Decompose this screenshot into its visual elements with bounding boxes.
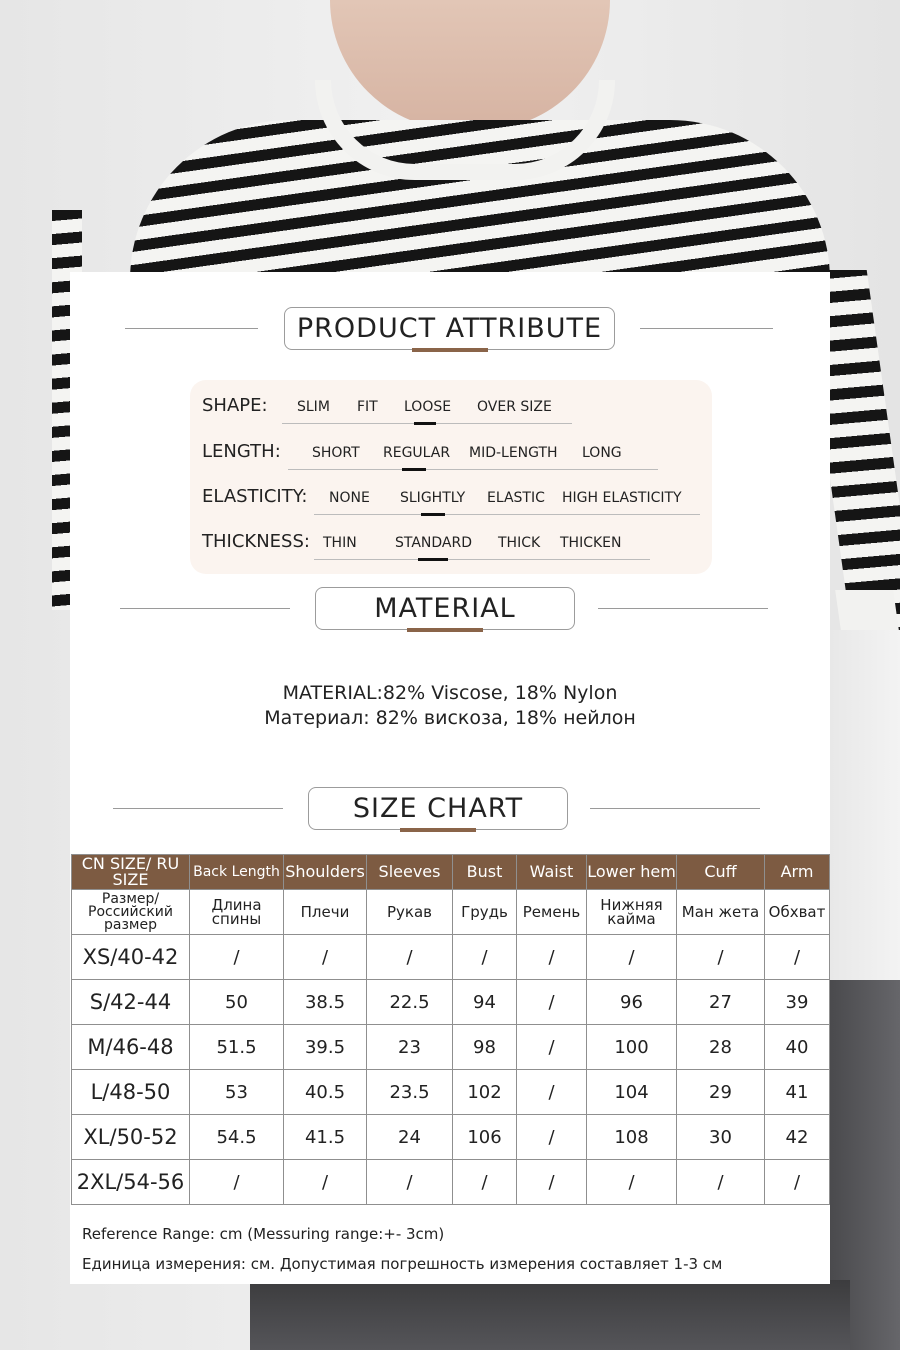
attr-label: SHAPE: — [202, 395, 268, 416]
value-cell: 41.5 — [284, 1115, 367, 1160]
attr-baseline — [314, 559, 650, 560]
attr-option: THICKEN — [560, 535, 622, 551]
value-cell: 41 — [765, 1070, 830, 1115]
table-row — [72, 1115, 830, 1160]
value-cell: 94 — [453, 980, 517, 1025]
size-cell: XS/40-42 — [72, 935, 190, 980]
value-cell: / — [587, 935, 677, 980]
value-cell: 98 — [453, 1025, 517, 1070]
selected-marker — [402, 468, 426, 471]
value-cell: / — [453, 935, 517, 980]
size-chart-table — [71, 854, 830, 1205]
value-cell: / — [765, 935, 830, 980]
note-ru: Единица измерения: см. Допустимая погрешность измерения составляет 1-3 см — [82, 1255, 723, 1273]
value-cell: / — [517, 1025, 587, 1070]
value-cell: / — [677, 935, 765, 980]
size-cell: S/42-44 — [72, 980, 190, 1025]
divider-left — [125, 328, 258, 329]
value-cell: / — [517, 1160, 587, 1205]
header-cell: Плечи — [284, 890, 367, 935]
attr-baseline — [314, 514, 700, 515]
value-cell: 100 — [587, 1025, 677, 1070]
value-cell: 53 — [190, 1070, 284, 1115]
attr-label: THICKNESS: — [202, 531, 310, 552]
size-cell: XL/50-52 — [72, 1115, 190, 1160]
header-cell: Размер/ Российский размер — [72, 890, 190, 935]
header-cell: Bust — [453, 855, 517, 890]
table-row — [72, 935, 830, 980]
value-cell: 104 — [587, 1070, 677, 1115]
header-cell: Ремень — [517, 890, 587, 935]
note-en: Reference Range: cm (Messuring range:+- 3cm) — [82, 1225, 445, 1243]
attr-option: SHORT — [312, 445, 360, 461]
divider-left — [113, 808, 283, 809]
value-cell: / — [190, 1160, 284, 1205]
value-cell: 23 — [367, 1025, 453, 1070]
value-cell: / — [367, 1160, 453, 1205]
value-cell: 24 — [367, 1115, 453, 1160]
value-cell: / — [517, 1070, 587, 1115]
size-cell: L/48-50 — [72, 1070, 190, 1115]
attr-option: ELASTIC — [487, 490, 545, 506]
value-cell: 39 — [765, 980, 830, 1025]
header-cell: Lower hem — [587, 855, 677, 890]
header-cell: Грудь — [453, 890, 517, 935]
value-cell: 40 — [765, 1025, 830, 1070]
attr-option: NONE — [329, 490, 370, 506]
value-cell: / — [517, 935, 587, 980]
attr-option: FIT — [357, 399, 378, 415]
value-cell: 38.5 — [284, 980, 367, 1025]
table-row — [72, 1160, 830, 1205]
material-title: MATERIAL — [315, 587, 575, 630]
title-underline — [400, 828, 476, 832]
divider-right — [598, 608, 768, 609]
value-cell: / — [765, 1160, 830, 1205]
value-cell: / — [453, 1160, 517, 1205]
header-cell: Sleeves — [367, 855, 453, 890]
header-row-ru — [72, 890, 830, 935]
attr-label: ELASTICITY: — [202, 486, 308, 507]
value-cell: / — [284, 935, 367, 980]
value-cell: 106 — [453, 1115, 517, 1160]
value-cell: 22.5 — [367, 980, 453, 1025]
attr-option-selected: LOOSE — [404, 399, 452, 415]
header-cell: Длина спины — [190, 890, 284, 935]
header-cell: Back Length — [190, 855, 284, 890]
divider-right — [590, 808, 760, 809]
attr-option: LONG — [582, 445, 622, 461]
attr-option: THIN — [323, 535, 357, 551]
value-cell: / — [517, 1115, 587, 1160]
value-cell: 42 — [765, 1115, 830, 1160]
attr-option: HIGH ELASTICITY — [562, 490, 682, 506]
value-cell: 96 — [587, 980, 677, 1025]
selected-marker — [418, 558, 448, 561]
attr-option: OVER SIZE — [477, 399, 552, 415]
header-cell: Нижняя кайма — [587, 890, 677, 935]
table-row — [72, 980, 830, 1025]
info-card — [70, 272, 830, 1284]
table-row — [72, 1070, 830, 1115]
jeans — [250, 1280, 850, 1350]
value-cell: 27 — [677, 980, 765, 1025]
value-cell: / — [367, 935, 453, 980]
attr-option: MID-LENGTH — [469, 445, 558, 461]
divider-right — [640, 328, 773, 329]
value-cell: 50 — [190, 980, 284, 1025]
header-cell: Waist — [517, 855, 587, 890]
value-cell: / — [190, 935, 284, 980]
value-cell: / — [284, 1160, 367, 1205]
right-sleeve-cuff — [835, 590, 899, 630]
size-cell: M/46-48 — [72, 1025, 190, 1070]
attribute-panel — [190, 380, 712, 574]
divider-left — [120, 608, 290, 609]
attr-option: SLIM — [297, 399, 330, 415]
value-cell: 108 — [587, 1115, 677, 1160]
value-cell: / — [517, 980, 587, 1025]
material-text-en: MATERIAL:82% Viscose, 18% Nylon — [282, 682, 618, 704]
header-cell: Обхват — [765, 890, 830, 935]
table-row — [72, 1025, 830, 1070]
attr-baseline — [288, 469, 658, 470]
selected-marker — [414, 422, 436, 425]
title-underline — [407, 628, 483, 632]
attr-option-selected: STANDARD — [395, 535, 473, 551]
header-cell: Ман жета — [677, 890, 765, 935]
selected-marker — [421, 513, 445, 516]
value-cell: 54.5 — [190, 1115, 284, 1160]
header-cell: Shoulders — [284, 855, 367, 890]
header-cell: Рукав — [367, 890, 453, 935]
value-cell: 29 — [677, 1070, 765, 1115]
size-chart-title: SIZE CHART — [308, 787, 568, 830]
value-cell: 23.5 — [367, 1070, 453, 1115]
value-cell: 40.5 — [284, 1070, 367, 1115]
attr-option: THICK — [498, 535, 541, 551]
value-cell: / — [587, 1160, 677, 1205]
value-cell: 102 — [453, 1070, 517, 1115]
value-cell: 28 — [677, 1025, 765, 1070]
attr-label: LENGTH: — [202, 441, 281, 462]
header-cell: CN SIZE/ RU SIZE — [72, 855, 190, 890]
value-cell: / — [677, 1160, 765, 1205]
header-row-en — [72, 855, 830, 890]
size-cell: 2XL/54-56 — [72, 1160, 190, 1205]
attr-option-selected: REGULAR — [383, 445, 451, 461]
material-text-ru: Материал: 82% вискоза, 18% нейлон — [264, 707, 636, 729]
attribute-title: PRODUCT ATTRIBUTE — [284, 307, 615, 350]
title-underline — [412, 348, 488, 352]
header-cell: Arm — [765, 855, 830, 890]
value-cell: 30 — [677, 1115, 765, 1160]
header-cell: Cuff — [677, 855, 765, 890]
value-cell: 51.5 — [190, 1025, 284, 1070]
attr-option-selected: SLIGHTLY — [400, 490, 466, 506]
value-cell: 39.5 — [284, 1025, 367, 1070]
